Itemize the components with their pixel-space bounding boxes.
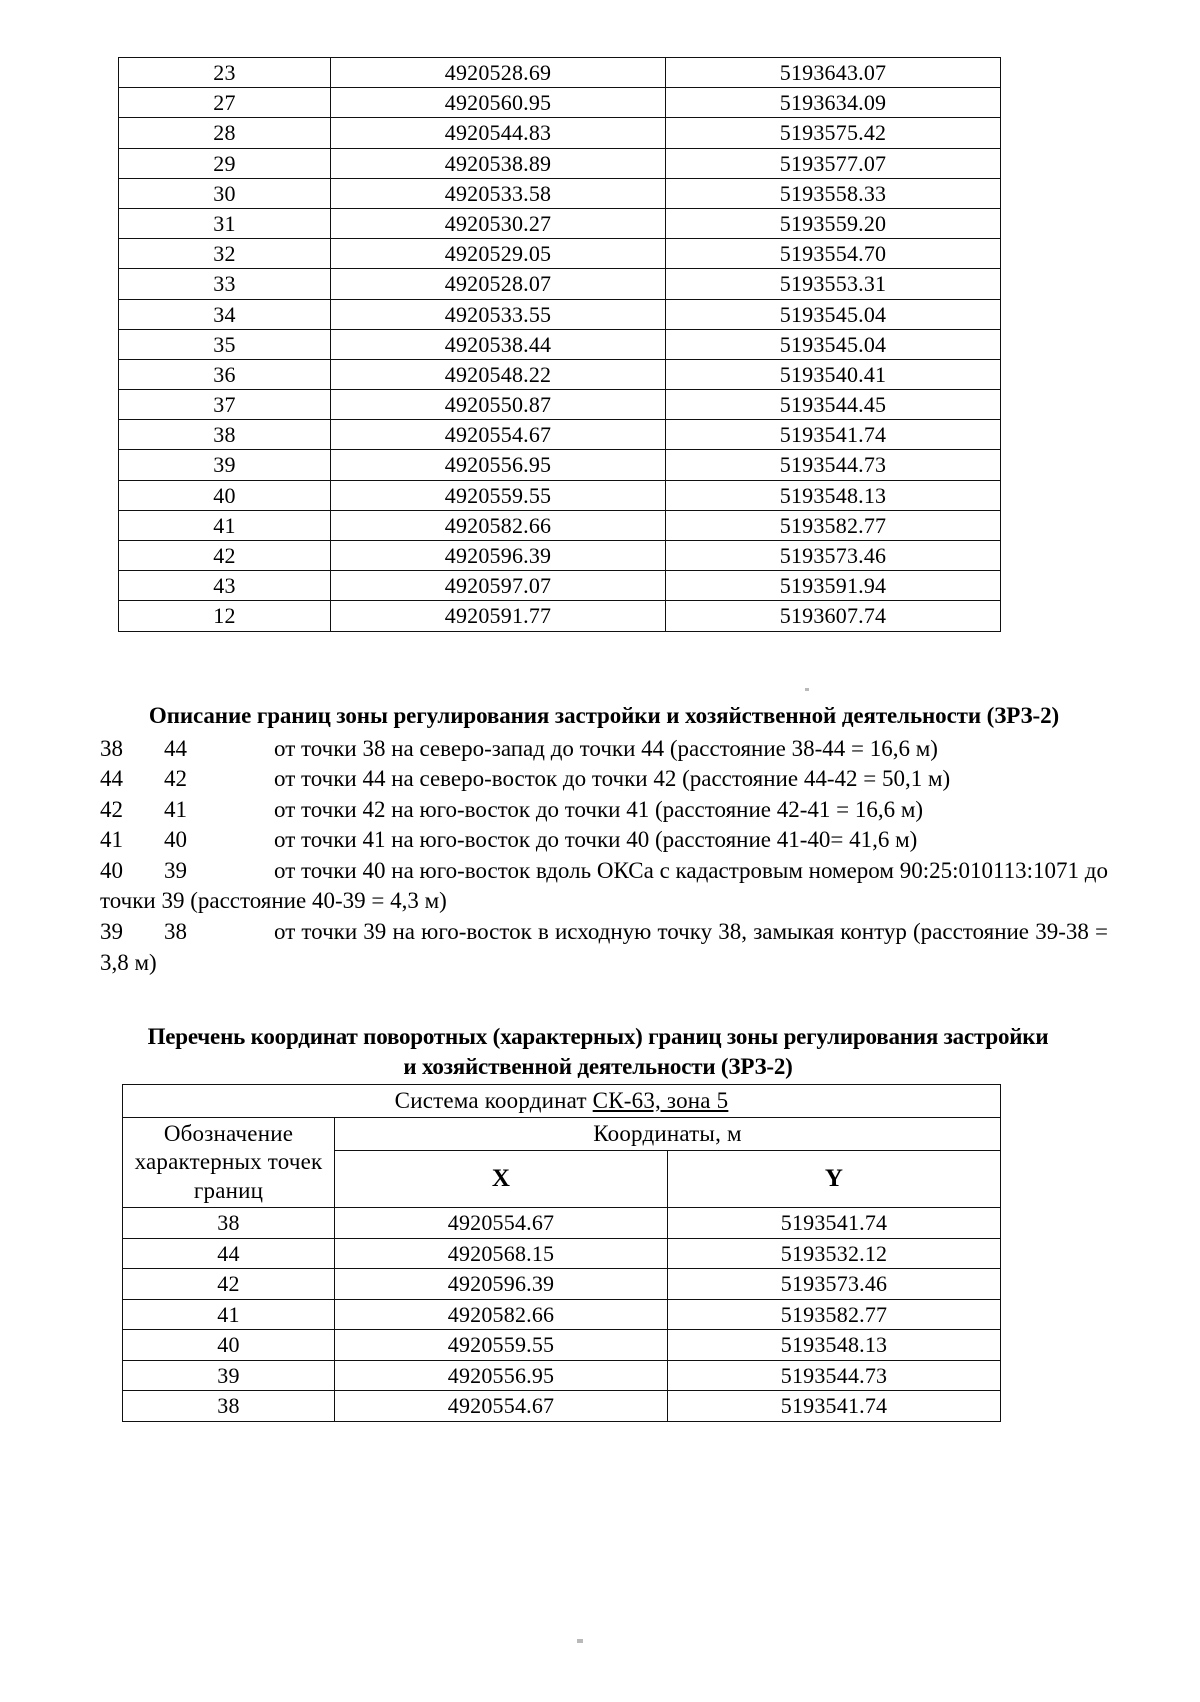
x-coordinate-cell: 4920556.95 — [335, 1360, 668, 1391]
y-coordinate-cell: 5193544.73 — [666, 450, 1001, 480]
coordinates-table-two — [122, 1084, 1001, 1422]
x-coordinate-cell: 4920554.67 — [335, 1391, 668, 1422]
entry-point-from: 40 — [100, 857, 123, 883]
y-coordinate-cell: 5193541.74 — [666, 420, 1001, 450]
x-coordinate-cell: 4920582.66 — [331, 510, 666, 540]
point-cell: 30 — [119, 178, 331, 208]
y-coordinate-cell: 5193634.09 — [666, 88, 1001, 118]
x-coordinate-cell: 4920591.77 — [331, 601, 666, 631]
border-description-entry — [100, 764, 1108, 795]
entry-point-to: 44 — [164, 735, 187, 761]
table-row — [119, 601, 1001, 631]
x-coordinate-cell: 4920529.05 — [331, 239, 666, 269]
entry-point-from: 41 — [100, 827, 123, 853]
y-coordinate-cell: 5193541.74 — [668, 1391, 1001, 1422]
table-row — [119, 359, 1001, 389]
table-row — [119, 148, 1001, 178]
coordinate-system-label: Система координат — [394, 1087, 593, 1113]
x-coordinate-cell: 4920596.39 — [335, 1269, 668, 1300]
entry-point-to: 40 — [164, 827, 187, 853]
table-row — [123, 1391, 1001, 1422]
border-description-entry — [100, 825, 1108, 856]
y-coordinate-cell: 5193548.13 — [668, 1330, 1001, 1361]
entry-point-from: 38 — [100, 735, 123, 761]
table-row — [119, 510, 1001, 540]
point-cell: 34 — [119, 299, 331, 329]
entry-description-text: от точки 42 на юго-восток до точки 41 (расстояние 42-41 = 16,6 м) — [274, 796, 924, 822]
designation-column-header: Обозначение характерных точек границ — [123, 1118, 335, 1208]
table-row — [119, 571, 1001, 601]
border-description-entry — [100, 917, 1108, 978]
coordinates-list-heading-line1: Перечень координат поворотных (характерных) границ зоны регулирования застройки — [147, 1024, 1049, 1049]
table-row — [119, 88, 1001, 118]
point-cell: 38 — [119, 420, 331, 450]
entry-point-to: 42 — [164, 766, 187, 792]
point-cell: 31 — [119, 208, 331, 238]
point-cell: 42 — [123, 1269, 335, 1300]
entry-description-text: от точки 40 на юго-восток вдоль ОКСа с кадастровым номером 90:25:010113:1071 до точки 39 (расстояние 40-39 = 4,3 м) — [100, 857, 1108, 914]
coordinates-table-two-head — [123, 1085, 1001, 1208]
x-coordinate-cell: 4920597.07 — [331, 571, 666, 601]
x-coordinate-cell: 4920550.87 — [331, 390, 666, 420]
coordinates-column-header: Координаты, м — [335, 1118, 1001, 1151]
x-coordinate-cell: 4920596.39 — [331, 541, 666, 571]
entry-point-from: 44 — [100, 766, 123, 792]
coordinates-table-one — [118, 57, 1001, 632]
point-cell: 28 — [119, 118, 331, 148]
x-coordinate-cell: 4920544.83 — [331, 118, 666, 148]
point-cell: 35 — [119, 329, 331, 359]
x-coordinate-cell: 4920538.89 — [331, 148, 666, 178]
table-row — [119, 329, 1001, 359]
y-coordinate-cell: 5193541.74 — [668, 1208, 1001, 1239]
coordinates-table-two-body — [123, 1208, 1001, 1422]
border-description-heading: Описание границ зоны регулирования застройки и хозяйственной деятельности (ЗРЗ-2) — [148, 703, 1060, 728]
coordinates-list-heading — [108, 1022, 1088, 1082]
table-row — [119, 390, 1001, 420]
table-row — [123, 1330, 1001, 1361]
point-cell: 44 — [123, 1238, 335, 1269]
table-header-row-system — [123, 1085, 1001, 1118]
entry-point-to: 41 — [164, 796, 187, 822]
x-coordinate-cell: 4920538.44 — [331, 329, 666, 359]
table-header-row-groups — [123, 1118, 1001, 1151]
entry-description-text: от точки 39 на юго-восток в исходную точку 38, замыкая контур (расстояние 39-38 = 3,8 м) — [100, 919, 1108, 975]
point-cell: 41 — [119, 510, 331, 540]
border-description-entry — [100, 795, 1108, 826]
table-row — [123, 1299, 1001, 1330]
y-coordinate-cell: 5193540.41 — [666, 359, 1001, 389]
table-row — [119, 480, 1001, 510]
y-coordinate-cell: 5193582.77 — [668, 1299, 1001, 1330]
coordinates-list-heading-line2: и хозяйственной деятельности (ЗРЗ-2) — [403, 1053, 793, 1079]
entry-description-text: от точки 44 на северо-восток до точки 42 (расстояние 44-42 = 50,1 м) — [274, 766, 951, 792]
y-coordinate-cell: 5193554.70 — [666, 239, 1001, 269]
point-cell: 42 — [119, 541, 331, 571]
point-cell: 23 — [119, 58, 331, 88]
scan-artifact-mark — [805, 688, 809, 691]
scan-artifact-dot — [577, 1639, 583, 1643]
y-coordinate-cell: 5193577.07 — [666, 148, 1001, 178]
coordinate-system-cell — [123, 1085, 1001, 1118]
table-row — [119, 118, 1001, 148]
point-cell: 40 — [123, 1330, 335, 1361]
point-cell: 37 — [119, 390, 331, 420]
y-coordinate-cell: 5193553.31 — [666, 269, 1001, 299]
column-header-y: Y — [668, 1151, 1001, 1208]
x-coordinate-cell: 4920533.55 — [331, 299, 666, 329]
y-coordinate-cell: 5193548.13 — [666, 480, 1001, 510]
table-row — [119, 420, 1001, 450]
table-row — [123, 1269, 1001, 1300]
y-coordinate-cell: 5193591.94 — [666, 571, 1001, 601]
y-coordinate-cell: 5193582.77 — [666, 510, 1001, 540]
y-coordinate-cell: 5193573.46 — [668, 1269, 1001, 1300]
coordinate-system-value: СК-63, зона 5 — [592, 1087, 729, 1113]
coordinates-table-one-container — [118, 57, 1000, 632]
y-coordinate-cell: 5193573.46 — [666, 541, 1001, 571]
table-row — [119, 178, 1001, 208]
x-coordinate-cell: 4920582.66 — [335, 1299, 668, 1330]
point-cell: 33 — [119, 269, 331, 299]
coordinates-table-two-container — [122, 1084, 1000, 1422]
table-row — [119, 239, 1001, 269]
point-cell: 43 — [119, 571, 331, 601]
coordinates-table-one-body — [119, 58, 1001, 632]
x-coordinate-cell: 4920559.55 — [335, 1330, 668, 1361]
table-row — [123, 1208, 1001, 1239]
entry-point-from: 42 — [100, 796, 123, 822]
entry-point-from: 39 — [100, 919, 123, 945]
y-coordinate-cell: 5193544.45 — [666, 390, 1001, 420]
point-cell: 39 — [119, 450, 331, 480]
point-cell: 38 — [123, 1391, 335, 1422]
x-coordinate-cell: 4920528.07 — [331, 269, 666, 299]
table-row — [119, 299, 1001, 329]
point-cell: 27 — [119, 88, 331, 118]
point-cell: 32 — [119, 239, 331, 269]
y-coordinate-cell: 5193607.74 — [666, 601, 1001, 631]
border-description-list — [100, 734, 1108, 979]
border-description-entry — [100, 856, 1108, 917]
table-row — [123, 1238, 1001, 1269]
y-coordinate-cell: 5193558.33 — [666, 178, 1001, 208]
entry-description-text: от точки 41 на юго-восток до точки 40 (расстояние 41-40= 41,6 м) — [274, 827, 918, 853]
border-description-section — [100, 702, 1108, 978]
table-row — [123, 1360, 1001, 1391]
x-coordinate-cell: 4920559.55 — [331, 480, 666, 510]
x-coordinate-cell: 4920556.95 — [331, 450, 666, 480]
x-coordinate-cell: 4920533.58 — [331, 178, 666, 208]
table-row — [119, 208, 1001, 238]
table-row — [119, 450, 1001, 480]
x-coordinate-cell: 4920548.22 — [331, 359, 666, 389]
point-cell: 39 — [123, 1360, 335, 1391]
y-coordinate-cell: 5193575.42 — [666, 118, 1001, 148]
y-coordinate-cell: 5193643.07 — [666, 58, 1001, 88]
x-coordinate-cell: 4920554.67 — [331, 420, 666, 450]
point-cell: 36 — [119, 359, 331, 389]
point-cell: 38 — [123, 1208, 335, 1239]
x-coordinate-cell: 4920530.27 — [331, 208, 666, 238]
entry-description-text: от точки 38 на северо-запад до точки 44 (расстояние 38-44 = 16,6 м) — [274, 735, 938, 761]
entry-point-to: 39 — [164, 857, 187, 883]
entry-point-to: 38 — [164, 919, 187, 945]
column-header-x: X — [335, 1151, 668, 1208]
border-description-entry — [100, 734, 1108, 765]
point-cell: 29 — [119, 148, 331, 178]
x-coordinate-cell: 4920554.67 — [335, 1208, 668, 1239]
y-coordinate-cell: 5193545.04 — [666, 329, 1001, 359]
point-cell: 40 — [119, 480, 331, 510]
y-coordinate-cell: 5193545.04 — [666, 299, 1001, 329]
y-coordinate-cell: 5193532.12 — [668, 1238, 1001, 1269]
x-coordinate-cell: 4920568.15 — [335, 1238, 668, 1269]
table-row — [119, 269, 1001, 299]
point-cell: 41 — [123, 1299, 335, 1330]
table-row — [119, 58, 1001, 88]
x-coordinate-cell: 4920560.95 — [331, 88, 666, 118]
y-coordinate-cell: 5193544.73 — [668, 1360, 1001, 1391]
point-cell: 12 — [119, 601, 331, 631]
table-row — [119, 541, 1001, 571]
x-coordinate-cell: 4920528.69 — [331, 58, 666, 88]
y-coordinate-cell: 5193559.20 — [666, 208, 1001, 238]
